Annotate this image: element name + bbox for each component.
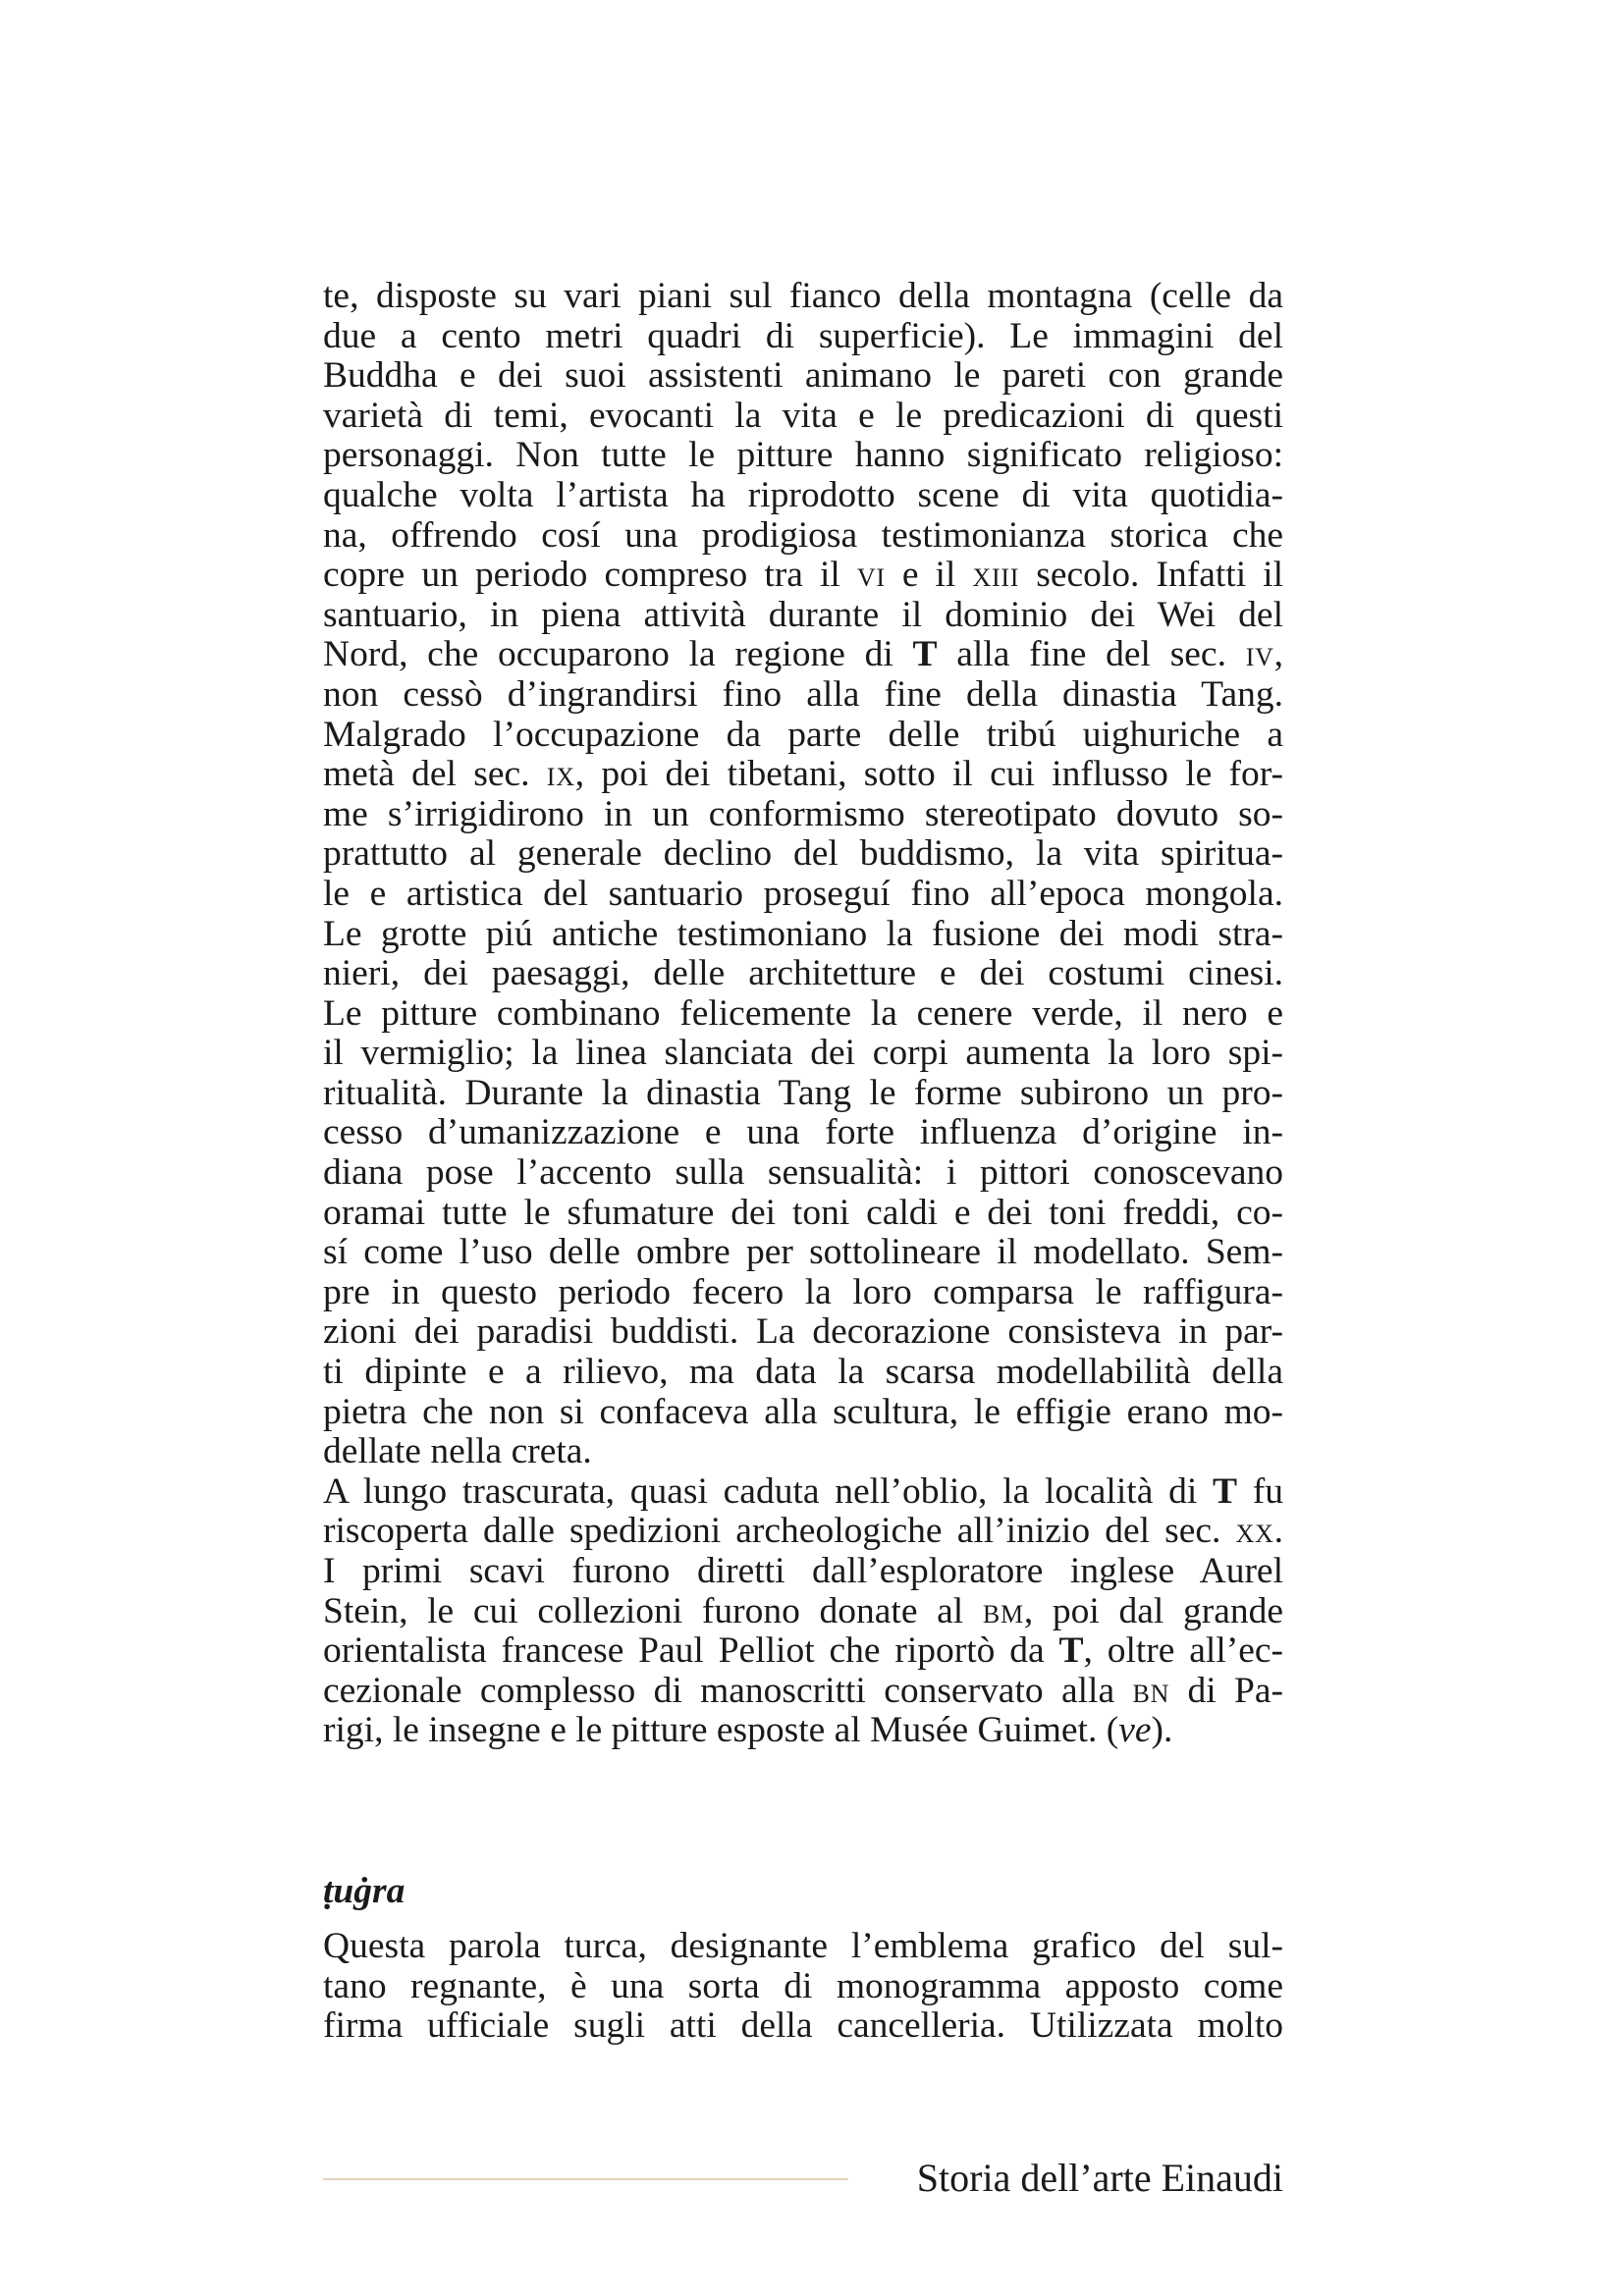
main-text-line: me s’irrigidirono in un conformismo stereotipato dovuto so- [323,793,1283,834]
main-text-block [323,277,1283,1751]
main-text-line: nieri, dei paesaggi, delle architetture e dei costumi cinesi. [323,953,1283,994]
main-text-line: A lungo trascurata, quasi caduta nell’oblio, la località di T fu [323,1470,1283,1512]
main-text-line: qualche volta l’artista ha riprodotto scene di vita quotidia- [323,474,1283,515]
main-text-line: ti dipinte e a rilievo, ma data la scarsa modellabilità della [323,1352,1283,1393]
main-text-line: Le pitture combinano felicemente la cenere verde, il nero e [323,992,1283,1034]
main-text-line: pre in questo periodo fecero la loro comparsa le raffigura- [323,1271,1283,1312]
entry-text-line: firma ufficiale sugli atti della cancelleria. Utilizzata molto [323,2005,1283,2047]
main-text-line: personaggi. Non tutte le pitture hanno significato religioso: [323,435,1283,476]
main-text-line: I primi scavi furono diretti dall’esploratore inglese Aurel [323,1551,1283,1591]
main-text-line: orientalista francese Paul Pelliot che riportò da T, oltre all’ec- [323,1630,1284,1672]
main-text-line: cesso d’umanizzazione e una forte influenza d’origine in- [323,1112,1283,1153]
main-text-line: oramai tutte le sfumature dei toni caldi e dei toni freddi, co- [323,1192,1283,1233]
main-text-line: riscoperta dalle spedizioni archeologiche all’inizio del sec. xx. [323,1511,1283,1552]
main-text-line: dellate nella creta. [323,1431,592,1472]
footer-rule [323,2178,848,2180]
main-text-line: non cessò d’ingrandirsi fino alla fine della dinastia Tang. [323,673,1283,715]
main-text-line: Buddha e dei suoi assistenti animano le pareti con grande [323,355,1283,397]
entry-text-block [323,1927,1283,2047]
main-text-line: varietà di temi, evocanti la vita e le predicazioni di questi [323,395,1283,436]
main-text-line: sí come l’uso delle ombre per sottolineare il modellato. Sem- [323,1232,1283,1273]
main-text-line: na, offrendo cosí una prodigiosa testimonianza storica che [323,514,1283,556]
main-text-line: diana pose l’accento sulla sensualità: i pittori conoscevano [323,1152,1283,1194]
main-text-line: il vermiglio; la linea slanciata dei corpi aumenta la loro spi- [323,1033,1283,1074]
main-text-line: cezionale complesso di manoscritti conservato alla bn di Pa- [323,1670,1283,1711]
main-text-line: le e artistica del santuario proseguí fino all’epoca mongola. [323,873,1283,914]
main-text-line: te, disposte su vari piani sul fianco della montagna (celle da [323,276,1283,316]
main-text-line: Malgrado l’occupazione da parte delle tribú uighuriche a [323,714,1283,755]
footer-title: Storia dell’arte Einaudi [916,2156,1283,2200]
entry-text-line: Questa parola turca, designante l’emblema grafico del sul- [323,1926,1283,1966]
main-text-line: copre un periodo compreso tra il vi e il xiii secolo. Infatti il [323,555,1284,596]
main-text-line: pietra che non si confaceva alla scultura, le effigie erano mo- [323,1391,1283,1432]
main-text-line: metà del sec. ix, poi dei tibetani, sotto il cui influsso le for- [323,754,1283,795]
main-text-line: santuario, in piena attività durante il dominio dei Wei del [323,594,1283,635]
main-text-line: rigi, le insegne e le pitture esposte al Musée Guimet. (ve). [323,1710,1173,1751]
main-text-line: Nord, che occuparono la regione di T alla fine del sec. iv, [323,634,1283,675]
main-text-line: prattutto al generale declino del buddismo, la vita spiritua- [323,833,1283,875]
main-text-line: due a cento metri quadri di superficie). Le immagini del [323,315,1283,356]
entry-heading: ṭuġra [323,1871,406,1911]
entry-text-line: tano regnante, è una sorta di monogramma apposto come [323,1965,1283,2006]
main-text-line: Stein, le cui collezioni furono donate al bm, poi dal grande [323,1590,1283,1631]
main-text-line: zioni dei paradisi buddisti. La decorazione consisteva in par- [323,1311,1283,1353]
main-text-line: ritualità. Durante la dinastia Tang le forme subirono un pro- [323,1072,1283,1113]
main-text-line: Le grotte piú antiche testimoniano la fusione dei modi stra- [323,913,1283,954]
